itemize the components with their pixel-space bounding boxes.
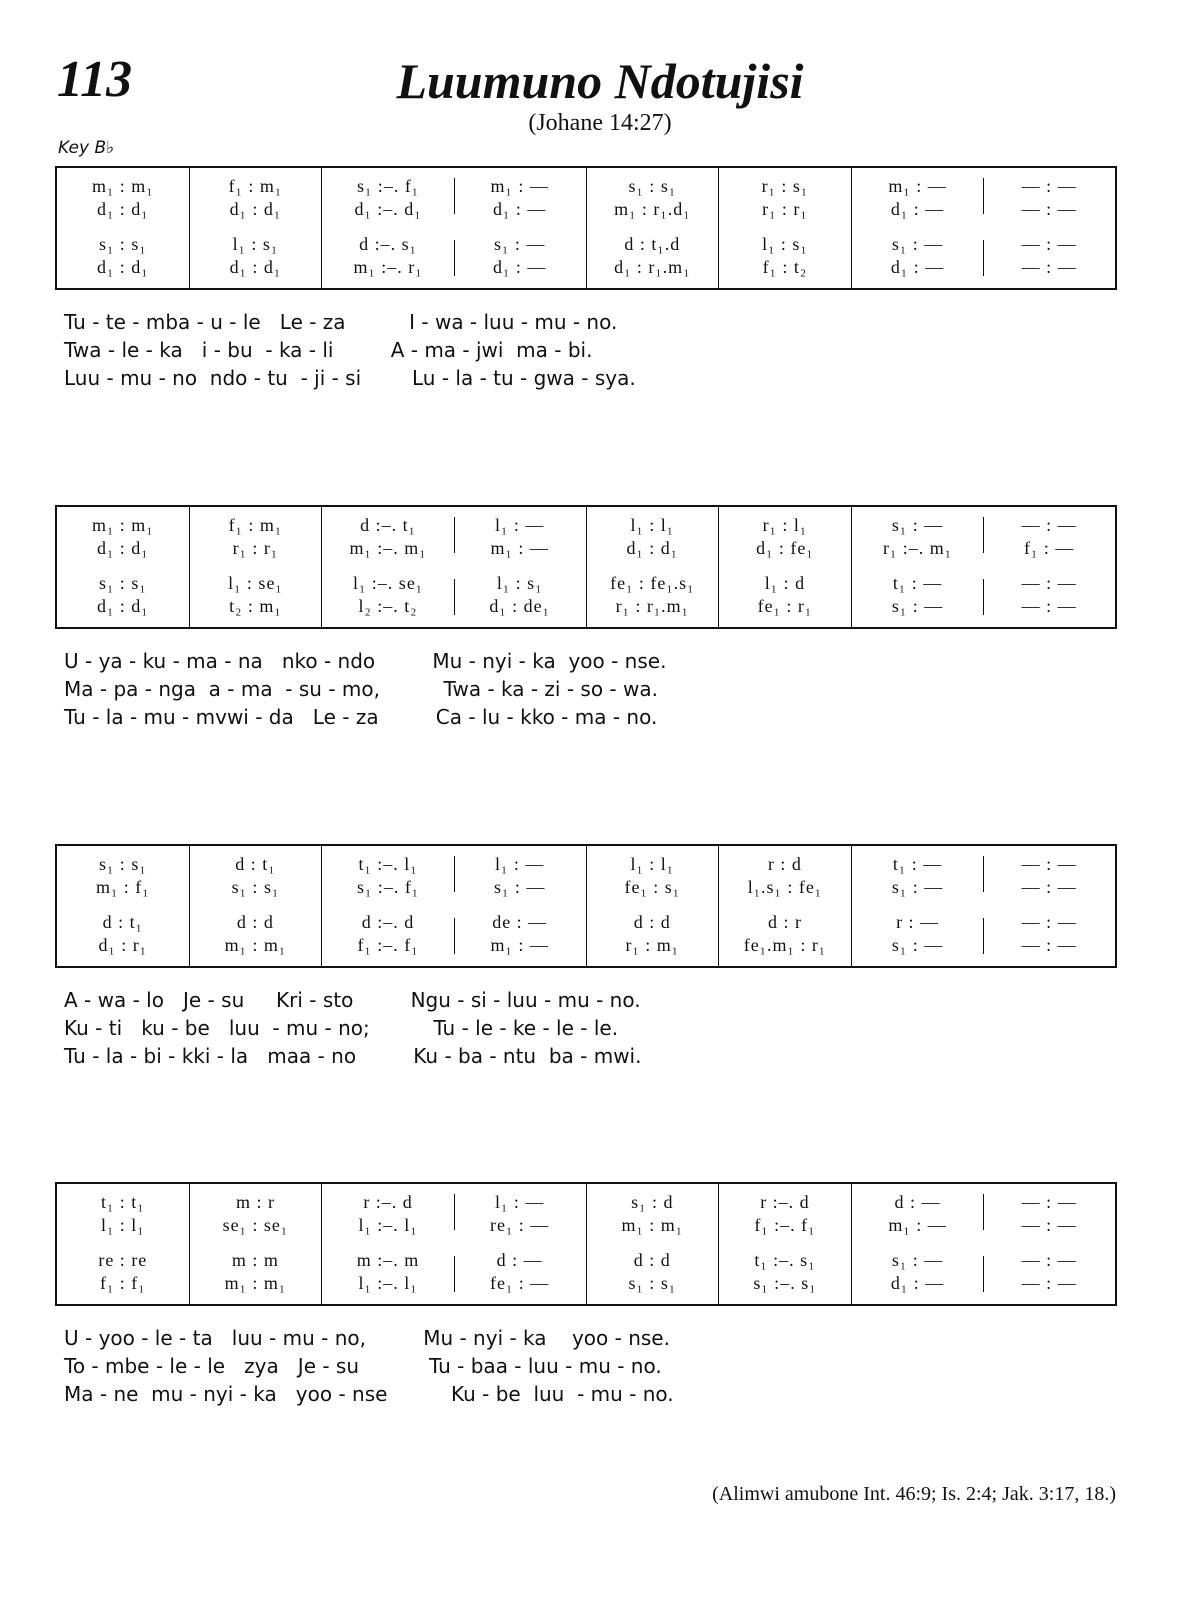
voice-part-line: d : t₁ [235, 854, 276, 874]
lyric-line: Luu - mu - no ndo - tu - ji - si Lu - la - tu - gwa - sya. [64, 366, 636, 390]
voice-part-line: re : re [98, 1250, 148, 1270]
voice-part-line: l₁ : s₁ [496, 573, 543, 593]
voice-part-line: l₁ :–. l₁ [358, 1273, 418, 1293]
voice-part-line: d : — [894, 1192, 941, 1212]
voice-part-line: d : t₁ [102, 912, 143, 932]
voice-part-line: d : — [496, 1250, 543, 1270]
voice-part-line: t₁ :–. s₁ [754, 1250, 816, 1270]
lyric-line: Ma - pa - nga a - ma - su - mo, Twa - ka - zi - so - wa. [64, 677, 658, 701]
voice-part-line: — : — [1021, 1250, 1077, 1270]
voice-part-line: d₁ : d₁ [97, 199, 149, 219]
voice-part-line: — : — [1021, 912, 1077, 932]
voice-part-line: — : — [1021, 596, 1077, 616]
voice-part-line: s₁ : s₁ [99, 573, 147, 593]
voice-part-line: r : d [767, 854, 802, 874]
voice-part-line: m₁ : m₁ [224, 1273, 287, 1293]
voice-part-line: d₁ : d₁ [97, 257, 149, 277]
score-bar [189, 1184, 322, 1304]
voice-part-line: f₁ : m₁ [228, 176, 283, 196]
score-bar [718, 1184, 851, 1304]
voice-part-line: — : — [1021, 877, 1077, 897]
score-system [55, 1182, 1117, 1306]
voice-part-line: r :–. d [363, 1192, 413, 1212]
score-bar [586, 507, 719, 627]
voice-part-line: r : — [896, 912, 940, 932]
score-bar [454, 168, 586, 288]
voice-part-line: l₁ : l₁ [630, 515, 675, 535]
voice-part-line: l₁ : se₁ [228, 573, 283, 593]
score-bar [718, 168, 851, 288]
voice-part-line: l₁ : s₁ [232, 234, 279, 254]
voice-part-line: d₁ : — [493, 257, 547, 277]
hymn-title: Luumuno Ndotujisi [396, 53, 804, 109]
voice-part-line: — : — [1021, 515, 1077, 535]
voice-part-line: — : — [1021, 199, 1077, 219]
voice-part-line: d₁ : fe₁ [756, 538, 814, 558]
voice-part-line: m₁ : f₁ [96, 877, 150, 897]
voice-part-line: s₁ : s₁ [628, 1273, 677, 1293]
lyrics-block [64, 647, 666, 731]
voice-part-line: t₁ : — [892, 573, 943, 593]
voice-part-line: d : t₁.d [624, 234, 681, 254]
voice-part-line: l₁ : — [495, 515, 545, 535]
voice-part-line: t₁ :–. l₁ [358, 854, 418, 874]
voice-part-line: d : d [633, 912, 671, 932]
voice-part-line: s₁ : — [891, 515, 944, 535]
lyric-line: Tu - la - mu - mvwi - da Le - za Ca - lu - kko - ma - no. [64, 705, 658, 729]
voice-part-line: d₁ : de₁ [489, 596, 550, 616]
score-bar [851, 846, 984, 966]
score-bar [189, 846, 322, 966]
voice-part-line: — : — [1021, 257, 1077, 277]
voice-part-line: fe₁ : fe₁.s₁ [610, 573, 695, 593]
lyrics-block [64, 1324, 674, 1408]
voice-part-line: d₁ : — [890, 257, 945, 277]
score-bar [983, 168, 1115, 288]
voice-part-line: s₁ : — [494, 877, 546, 897]
score-bar [586, 1184, 719, 1304]
voice-part-line: r₁ : m₁ [625, 935, 680, 955]
voice-part-line: t₁ : — [892, 854, 943, 874]
voice-part-line: d : r [767, 912, 802, 932]
voice-part-line: l₁ :–. se₁ [353, 573, 424, 593]
voice-part-line: m : r [235, 1192, 275, 1212]
lyrics-block [64, 308, 636, 392]
voice-part-line: m₁ : — [490, 176, 549, 196]
voice-part-line: d₁ : d₁ [97, 538, 149, 558]
score-bar [718, 507, 851, 627]
voice-part-line: s₁ : s₁ [99, 854, 147, 874]
voice-part-line: m₁ : — [490, 538, 549, 558]
voice-part-line: re₁ : — [490, 1215, 550, 1235]
score-bar [321, 846, 454, 966]
voice-part-line: s₁ : — [891, 1250, 944, 1270]
lyric-line: U - yoo - le - ta luu - mu - no, Mu - nyi - ka yoo - nse. [64, 1326, 670, 1350]
voice-part-line: f₁ : — [1024, 538, 1075, 558]
voice-part-line: l₁ : — [495, 854, 545, 874]
voice-part-line: m₁ : m₁ [621, 1215, 684, 1235]
voice-part-line: d₁ : d₁ [229, 257, 282, 277]
voice-part-line: s₁ : s₁ [231, 877, 280, 897]
score-bar [57, 846, 189, 966]
voice-part-line: r₁ : s₁ [761, 176, 809, 196]
voice-part-line: m₁ : — [490, 935, 549, 955]
voice-part-line: l₁ : l₁ [101, 1215, 145, 1235]
voice-part-line: de : — [492, 912, 548, 932]
voice-part-line: f₁ : m₁ [228, 515, 283, 535]
voice-part-line: r₁ : r₁ [762, 199, 808, 219]
voice-part-line: d₁ : d₁ [229, 199, 282, 219]
voice-part-line: l₁ : s₁ [762, 234, 808, 254]
lyric-line: Tu - te - mba - u - le Le - za I - wa - luu - mu - no. [64, 310, 618, 334]
voice-part-line: s₁ : s₁ [628, 176, 677, 196]
voice-part-line: — : — [1021, 935, 1077, 955]
voice-part-line: f₁ : t₂ [762, 257, 808, 277]
voice-part-line: d :–. d [361, 912, 415, 932]
voice-part-line: m₁ :–. r₁ [353, 257, 423, 277]
score-system [55, 844, 1117, 968]
voice-part-line: m₁ : m₁ [92, 176, 154, 196]
voice-part-line: m₁ : — [888, 176, 947, 196]
voice-part-line: s₁ : — [891, 596, 944, 616]
score-bar [454, 846, 586, 966]
voice-part-line: d₁ : — [890, 1273, 945, 1293]
lyrics-block [64, 986, 641, 1070]
lyric-line: Twa - le - ka i - bu - ka - li A - ma - jwi ma - bi. [64, 338, 593, 362]
lyric-line: To - mbe - le - le zya Je - su Tu - baa - luu - mu - no. [64, 1354, 662, 1378]
voice-part-line: — : — [1021, 1215, 1077, 1235]
voice-part-line: — : — [1021, 1273, 1077, 1293]
voice-part-line: f₁ :–. f₁ [754, 1215, 816, 1235]
score-bar [718, 846, 851, 966]
voice-part-line: t₂ : m₁ [229, 596, 282, 616]
score-bar [851, 507, 984, 627]
voice-part-line: — : — [1021, 1192, 1077, 1212]
score-bar [851, 1184, 984, 1304]
voice-part-line: s₁ :–. f₁ [357, 176, 420, 196]
score-bar [983, 846, 1115, 966]
voice-part-line: s₁ : — [891, 234, 944, 254]
voice-part-line: l₁ : — [495, 1192, 545, 1212]
voice-part-line: d₁ :–. d₁ [354, 199, 422, 219]
voice-part-line: l₂ :–. t₂ [358, 596, 418, 616]
voice-part-line: d :–. t₁ [360, 515, 416, 535]
voice-part-line: s₁ : s₁ [99, 234, 147, 254]
key-signature: Key B♭ [58, 138, 115, 158]
score-bar [321, 1184, 454, 1304]
voice-part-line: s₁ : — [891, 877, 944, 897]
voice-part-line: m₁ : r₁.d₁ [614, 199, 691, 219]
voice-part-line: s₁ : d [631, 1192, 674, 1212]
voice-part-line: fe₁ : s₁ [624, 877, 681, 897]
lyric-line: Tu - la - bi - kki - la maa - no Ku - ba - ntu ba - mwi. [64, 1044, 642, 1068]
voice-part-line: d₁ : r₁.m₁ [614, 257, 691, 277]
score-bar [983, 507, 1115, 627]
voice-part-line: m :–. m [356, 1250, 420, 1270]
lyric-line: Ma - ne mu - nyi - ka yoo - nse Ku - be luu - mu - no. [64, 1382, 674, 1406]
voice-part-line: r₁ : r₁.m₁ [615, 596, 689, 616]
voice-part-line: se₁ : se₁ [222, 1215, 289, 1235]
score-bar [586, 846, 719, 966]
voice-part-line: m : m [231, 1250, 279, 1270]
score-system [55, 505, 1117, 629]
voice-part-line: d : d [633, 1250, 671, 1270]
score-bar [57, 507, 189, 627]
voice-part-line: r₁ : l₁ [762, 515, 808, 535]
voice-part-line: fe₁ : — [490, 1273, 550, 1293]
score-system [55, 166, 1117, 290]
voice-part-line: d₁ : d₁ [626, 538, 679, 558]
score-bar [454, 507, 586, 627]
voice-part-line: l₁.s₁ : fe₁ [747, 877, 823, 897]
voice-part-line: — : — [1021, 234, 1077, 254]
voice-part-line: d₁ : — [493, 199, 547, 219]
voice-part-line: fe₁ : r₁ [757, 596, 813, 616]
lyric-line: A - wa - lo Je - su Kri - sto Ngu - si - luu - mu - no. [64, 988, 641, 1012]
voice-part-line: r :–. d [760, 1192, 810, 1212]
score-bar [454, 1184, 586, 1304]
voice-part-line: d₁ : d₁ [97, 596, 149, 616]
scripture-reference: (Johane 14:27) [528, 110, 672, 136]
score-bar [57, 1184, 189, 1304]
voice-part-line: l₁ :–. l₁ [358, 1215, 418, 1235]
score-bar [851, 168, 984, 288]
lyric-line: Ku - ti ku - be luu - mu - no; Tu - le - ke - le - le. [64, 1016, 619, 1040]
voice-part-line: l₁ : d [764, 573, 806, 593]
voice-part-line: m₁ : — [888, 1215, 947, 1235]
voice-part-line: — : — [1021, 573, 1077, 593]
voice-part-line: s₁ :–. s₁ [753, 1273, 817, 1293]
voice-part-line: m₁ : m₁ [224, 935, 287, 955]
score-bar [586, 168, 719, 288]
score-bar [57, 168, 189, 288]
voice-part-line: — : — [1021, 176, 1077, 196]
voice-part-line: m₁ :–. m₁ [349, 538, 427, 558]
voice-part-line: s₁ : — [891, 935, 944, 955]
voice-part-line: — : — [1021, 854, 1077, 874]
score-bar [321, 507, 454, 627]
voice-part-line: d :–. s₁ [359, 234, 417, 254]
score-bar [189, 507, 322, 627]
score-bar [321, 168, 454, 288]
score-bar [983, 1184, 1115, 1304]
voice-part-line: t₁ : t₁ [101, 1192, 145, 1212]
voice-part-line: d₁ : — [890, 199, 945, 219]
voice-part-line: s₁ :–. f₁ [357, 877, 420, 897]
score-bar [189, 168, 322, 288]
voice-part-line: fe₁.m₁ : r₁ [743, 935, 827, 955]
lyric-line: U - ya - ku - ma - na nko - ndo Mu - nyi - ka yoo - nse. [64, 649, 667, 673]
voice-part-line: r₁ :–. m₁ [883, 538, 953, 558]
voice-part-line: l₁ : l₁ [630, 854, 675, 874]
footnote: (Alimwi amubone Int. 46:9; Is. 2:4; Jak. 3:17, 18.) [712, 1483, 1116, 1505]
hymn-number: 113 [57, 51, 133, 108]
voice-part-line: d₁ : r₁ [98, 935, 148, 955]
voice-part-line: m₁ : m₁ [92, 515, 154, 535]
voice-part-line: f₁ : f₁ [100, 1273, 146, 1293]
voice-part-line: r₁ : r₁ [232, 538, 279, 558]
voice-part-line: f₁ :–. f₁ [357, 935, 419, 955]
voice-part-line: s₁ : — [494, 234, 546, 254]
voice-part-line: d : d [236, 912, 274, 932]
